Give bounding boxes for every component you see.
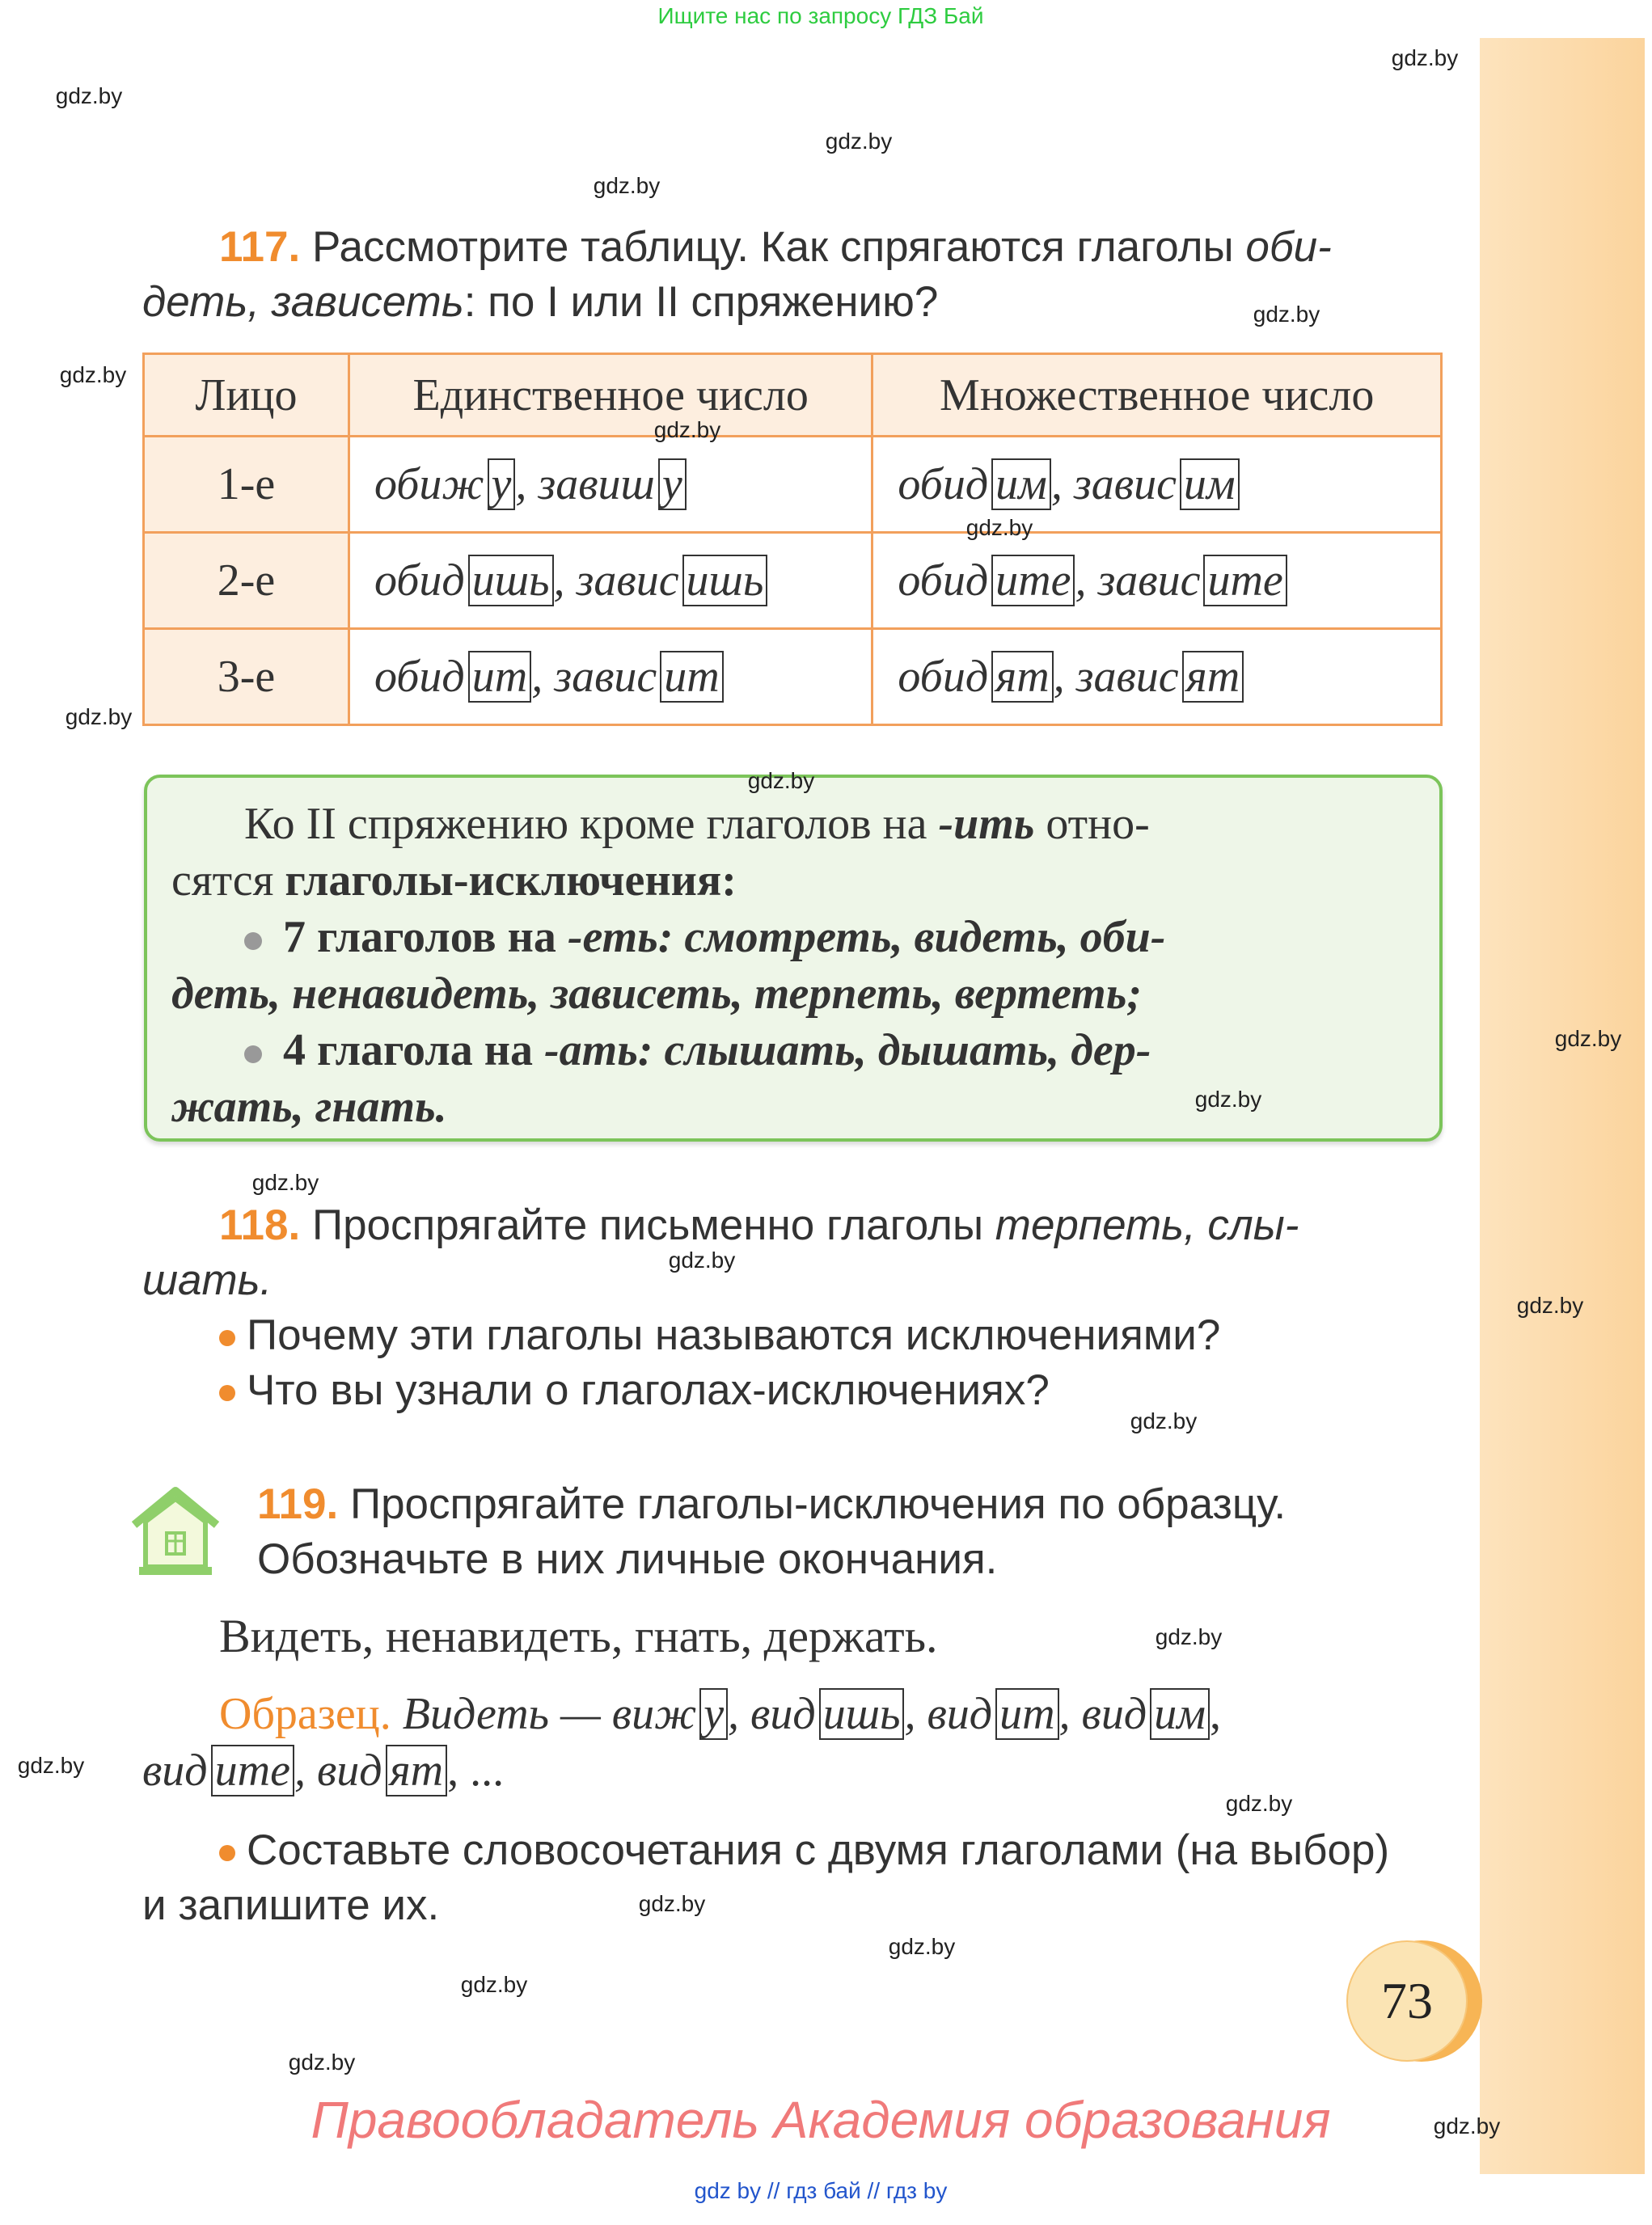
bullet-icon [244, 1045, 262, 1063]
word-list: Видеть, ненавидеть, гнать, держать. [219, 1610, 938, 1662]
conjugation-table [142, 353, 1443, 726]
text: деть, ненавидеть, зависеть, терпеть, вертеть; [171, 969, 1142, 1019]
text: Рассмотрите таблицу. Как спрягаются глаголы [311, 223, 1246, 271]
watermark: gdz.by [668, 1248, 736, 1273]
table-row [144, 629, 1442, 725]
ending: ите [1203, 555, 1287, 606]
text: 4 глагола на [283, 1025, 544, 1075]
question: Что вы узнали о глаголах-исключениях? [247, 1366, 1050, 1414]
header-cell: Множественное число [872, 354, 1442, 437]
watermark: gdz.by [888, 1934, 956, 1959]
text: деть, зависеть [142, 278, 464, 326]
text: шать. [142, 1256, 273, 1304]
watermark: gdz.by [1516, 1293, 1584, 1318]
watermark: gdz.by [17, 1753, 85, 1778]
text: : по I или II спряжению? [463, 278, 939, 326]
text: -еть [567, 912, 658, 962]
text: 7 глаголов на [283, 912, 568, 962]
text: жать, гнать. [171, 1082, 447, 1132]
exercise-number: 117. [219, 223, 301, 271]
text: отно- [1034, 799, 1150, 849]
watermark: gdz.by [653, 417, 721, 442]
text: Видеть — виж [402, 1689, 697, 1739]
watermark: gdz.by [288, 2050, 356, 2075]
watermark: gdz.by [59, 362, 127, 387]
ending: ит [468, 651, 531, 703]
stem: обид [898, 652, 989, 702]
text: : слышать, дышать, дер- [637, 1025, 1151, 1075]
stem: завис [576, 555, 679, 606]
copyright-notice: Правообладатель Академия образования [311, 2091, 1331, 2149]
watermark: gdz.by [1253, 302, 1320, 327]
watermark: gdz.by [747, 768, 815, 793]
text: Ко II спряжению кроме глаголов на [244, 799, 939, 849]
header-cell: Единственное число [349, 354, 872, 437]
bullet-icon [219, 1385, 235, 1401]
text: Обозначьте в них личные окончания. [257, 1535, 998, 1583]
table-row [144, 437, 1442, 533]
text: : смотреть, видеть, оби- [657, 912, 1166, 962]
ending: ят [386, 1745, 447, 1796]
text: , вид [294, 1746, 382, 1796]
ending: ят [1182, 651, 1244, 703]
exercise-number: 119. [257, 1480, 339, 1528]
ending: ите [991, 555, 1075, 606]
homework-house-icon [129, 1486, 222, 1578]
stem: завис [1097, 555, 1201, 606]
singular-cell: обид ит, завис ит [349, 629, 872, 725]
person-cell: 3-е [144, 629, 349, 725]
text: вид [142, 1746, 208, 1796]
watermark: gdz.by [593, 173, 661, 198]
watermark: gdz.by [638, 1891, 706, 1916]
question: Почему эти глаголы называются исключениями? [247, 1311, 1221, 1359]
watermark: gdz.by [1130, 1408, 1198, 1433]
exercise-number: 118. [219, 1201, 301, 1249]
watermark: gdz.by [1391, 45, 1459, 70]
stem: обид [374, 555, 465, 606]
ending: им [1180, 458, 1240, 510]
ending: ят [991, 651, 1053, 703]
watermark: gdz.by [1194, 1087, 1262, 1112]
exercise-119-task [142, 1823, 1444, 1933]
text: Проспрягайте глаголы-исключения по образцу. [349, 1480, 1287, 1528]
ending: ит [660, 651, 723, 703]
ending: ишь [819, 1688, 905, 1740]
stem: обиж [374, 459, 484, 509]
ending: у [699, 1688, 728, 1740]
bullet-icon [244, 932, 262, 950]
text: терпеть, слы- [995, 1201, 1299, 1249]
table-row [144, 533, 1442, 629]
watermark: gdz.by [65, 704, 133, 729]
ending: ишь [682, 555, 768, 606]
sample [142, 1686, 1444, 1799]
watermark: gdz.by [1155, 1624, 1223, 1649]
ending: им [991, 458, 1051, 510]
ending: ите [211, 1745, 294, 1796]
singular-cell: обид ишь, завис ишь [349, 533, 872, 629]
stem: завис [1073, 459, 1177, 509]
ending: у [658, 458, 687, 510]
stem: обид [374, 652, 465, 702]
header-cell: Лицо [144, 354, 349, 437]
text: , [1209, 1689, 1221, 1739]
text: Составьте словосочетания с двумя глаголами (на выбор) [247, 1826, 1390, 1874]
text: сятся [171, 855, 285, 906]
text: и запишите их. [142, 1881, 440, 1929]
exercise-119 [257, 1477, 1446, 1587]
stem: завис [1075, 652, 1179, 702]
text: оби- [1245, 223, 1332, 271]
sample-label: Образец. [219, 1689, 391, 1739]
exercise-117 [142, 220, 1444, 330]
watermark: gdz.by [1554, 1026, 1622, 1051]
person-cell: 2-е [144, 533, 349, 629]
singular-cell: обиж у, завиш у [349, 437, 872, 533]
text: , вид [728, 1689, 816, 1739]
stem: завис [554, 652, 657, 702]
table-header [144, 354, 1442, 437]
bullet-icon [219, 1845, 235, 1861]
exercise-118 [142, 1198, 1444, 1418]
watermark: gdz.by [1433, 2113, 1501, 2138]
ending: ит [995, 1688, 1058, 1740]
watermark: gdz.by [965, 515, 1033, 540]
text: -ать [543, 1025, 638, 1075]
ending: ишь [468, 555, 554, 606]
text: -ить [938, 799, 1035, 849]
footer-links[interactable]: gdz by // гдз бай // гдз by [694, 2178, 948, 2203]
watermark: gdz.by [1225, 1791, 1293, 1816]
stem: обид [898, 459, 989, 509]
person-cell: 1-е [144, 437, 349, 533]
text: , вид [904, 1689, 993, 1739]
watermark: gdz.by [825, 129, 893, 154]
decorative-alphabet-strip [1480, 38, 1645, 2174]
text: глаголы-исключения: [285, 855, 737, 906]
watermark: gdz.by [251, 1170, 319, 1195]
bullet-icon [219, 1330, 235, 1346]
stem: завиш [538, 459, 655, 509]
ending: им [1150, 1688, 1210, 1740]
watermark: gdz.by [55, 83, 123, 108]
ending: у [488, 458, 516, 510]
text: , вид [1058, 1689, 1147, 1739]
stem: обид [898, 555, 989, 606]
top-banner: Ищите нас по запросу ГДЗ Бай [657, 3, 984, 28]
plural-cell: обид им, завис им [872, 437, 1442, 533]
page-number: 73 [1346, 1940, 1468, 2062]
watermark: gdz.by [460, 1972, 528, 1997]
text: Проспрягайте письменно глаголы [311, 1201, 995, 1249]
plural-cell: обид ите, завис ите [872, 533, 1442, 629]
text: , ... [447, 1746, 505, 1796]
plural-cell: обид ят, завис ят [872, 629, 1442, 725]
